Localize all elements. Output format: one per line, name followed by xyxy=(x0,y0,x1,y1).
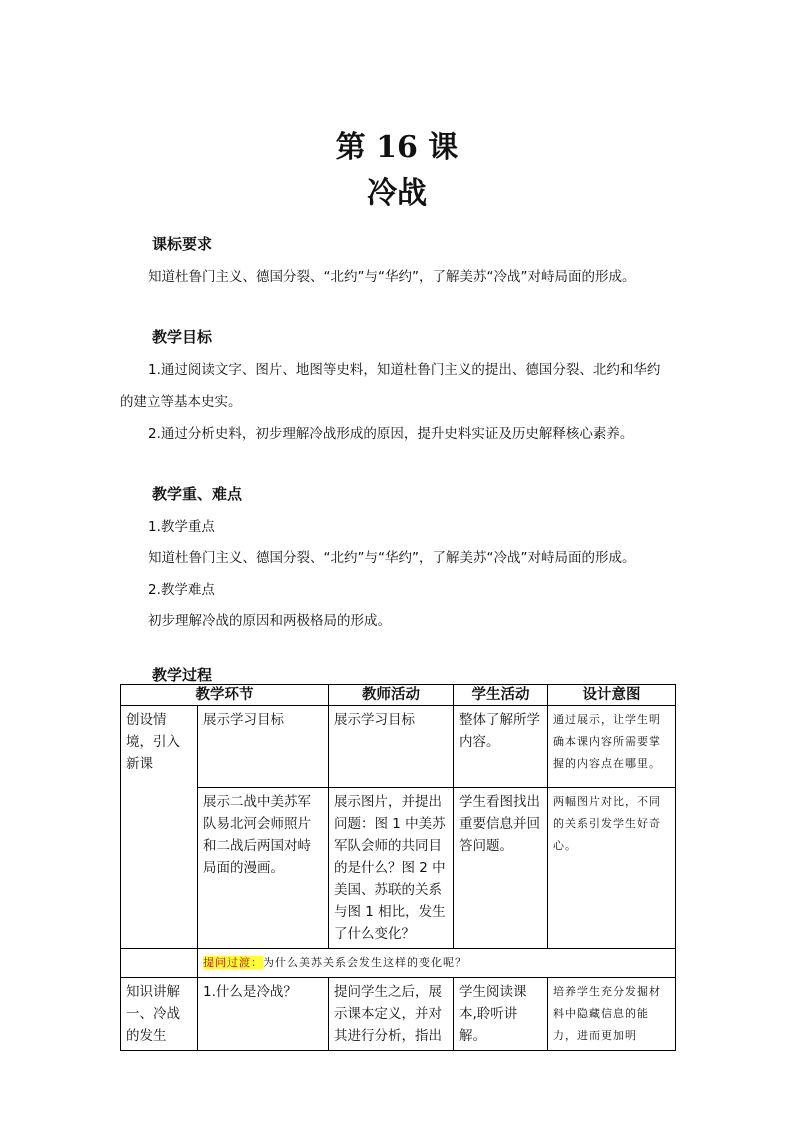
cell-teacher: 提问学生之后，展示课本定义，并对其进行分析，指出 xyxy=(329,978,454,1051)
transition-row xyxy=(121,949,676,978)
cell-content: 1.什么是冷战？ xyxy=(198,978,329,1051)
cell-stage: 知识讲解一、冷战的发生 xyxy=(121,978,198,1051)
key-text: 知道杜鲁门主义、德国分裂、“北约”与“华约”，了解美苏“冷战”对峙局面的形成。 xyxy=(148,550,636,566)
cell-empty xyxy=(121,949,198,978)
table-row xyxy=(121,788,676,949)
header-intent: 设计意图 xyxy=(548,685,676,706)
difficulty-text: 初步理解冷战的原因和两极格局的形成。 xyxy=(148,613,391,629)
cell-student: 整体了解所学内容。 xyxy=(454,706,548,788)
objective-1-line1: 1.通过阅读文字、图片、地图等史料，知道杜鲁门主义的提出、德国分裂、北约和华约 xyxy=(148,362,661,378)
cell-intent: 通过展示，让学生明确本课内容所需要掌握的内容点在哪里。 xyxy=(548,706,676,788)
header-student: 学生活动 xyxy=(454,685,548,706)
objective-1-line2: 的建立等基本史实。 xyxy=(120,394,242,410)
table-header-row xyxy=(121,685,676,706)
transition-cell xyxy=(198,949,676,978)
header-teacher: 教师活动 xyxy=(329,685,454,706)
cell-stage: 创设情境，引入新课 xyxy=(121,706,198,949)
difficulty-label: 2.教学难点 xyxy=(148,582,215,598)
cell-content: 展示学习目标 xyxy=(198,706,329,788)
keypoints-heading: 教学重、难点 xyxy=(152,485,243,503)
cell-student: 学生看图找出重要信息并回答问题。 xyxy=(454,788,548,949)
cell-teacher: 展示图片，并提出问题：图 1 中美苏军队会师的共同目的是什么？图 2 中美国、苏联的关系与图 1 相比，发生了什么变化？ xyxy=(329,788,454,949)
key-label: 1.教学重点 xyxy=(148,519,215,535)
curriculum-heading: 课标要求 xyxy=(152,235,213,253)
lesson-title: 冷战 xyxy=(367,176,427,211)
header-stage: 教学环节 xyxy=(121,685,329,706)
cell-teacher: 展示学习目标 xyxy=(329,706,454,788)
transition-label: 提问过渡： xyxy=(203,956,263,969)
objective-2: 2.通过分析史料，初步理解冷战形成的原因，提升史料实证及历史解释核心素养。 xyxy=(148,426,634,442)
cell-intent: 培养学生充分发掘材料中隐藏信息的能力，进而更加明 xyxy=(548,978,676,1051)
objectives-heading: 教学目标 xyxy=(152,328,213,346)
cell-content: 展示二战中美苏军队易北河会师照片和二战后两国对峙局面的漫画。 xyxy=(198,788,329,949)
curriculum-text: 知道杜鲁门主义、德国分裂、“北约”与“华约”，了解美苏“冷战”对峙局面的形成。 xyxy=(148,269,636,285)
cell-intent: 两幅图片对比，不同的关系引发学生好奇心。 xyxy=(548,788,676,949)
process-table xyxy=(120,684,676,1051)
table-row xyxy=(121,978,676,1051)
cell-student: 学生阅读课本,聆听讲解。 xyxy=(454,978,548,1051)
process-heading: 教学过程 xyxy=(152,666,213,684)
table-row xyxy=(121,706,676,788)
lesson-number: 第 16 课 xyxy=(335,130,459,165)
transition-text: 为什么美苏关系会发生这样的变化呢？ xyxy=(263,956,467,969)
